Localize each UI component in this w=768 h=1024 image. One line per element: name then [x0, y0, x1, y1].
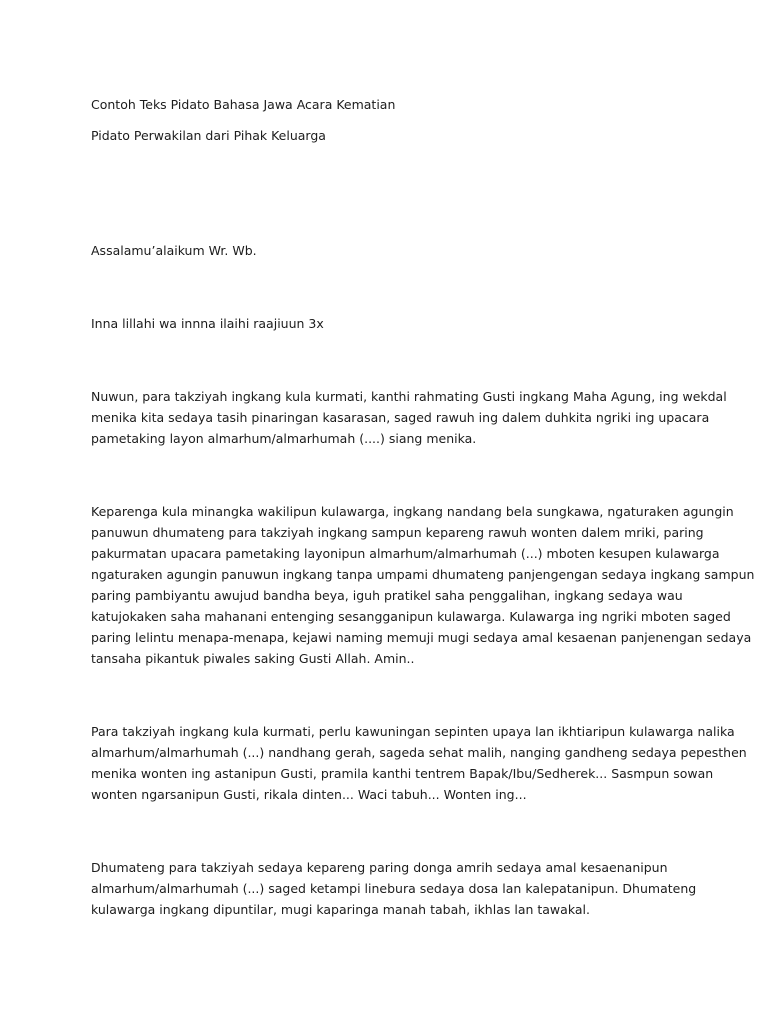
paragraph-line: tansaha pikantuk piwales saking Gusti Allah. Amin..	[91, 651, 415, 666]
paragraph-line: paring pambiyantu awujud bandha beya, iguh pratikel saha penggalihan, ingkang sedaya wau	[91, 588, 683, 603]
greeting-line: Assalamu’alaikum Wr. Wb.	[91, 243, 257, 258]
paragraph-line: ngaturaken agungin panuwun ingkang tanpa umpami dhumateng panjengengan sedaya ingkang sampun	[91, 567, 755, 582]
paragraph-line: menika wonten ing astanipun Gusti, pramila kanthi tentrem Bapak/Ibu/Sedherek... Sasmpun sowan	[91, 766, 714, 781]
paragraph-line: wonten ngarsanipun Gusti, rikala dinten... Waci tabuh... Wonten ing...	[91, 787, 527, 802]
paragraph-line: pakurmatan upacara pametaking layonipun almarhum/almarhumah (...) mboten kesupen kulawarga	[91, 546, 720, 561]
paragraph-4	[91, 857, 697, 920]
paragraph-line: kulawarga ingkang dipuntilar, mugi kaparinga manah tabah, ikhlas lan tawakal.	[91, 902, 590, 917]
document-subtitle: Pidato Perwakilan dari Pihak Keluarga	[91, 128, 326, 143]
paragraph-2	[91, 501, 755, 669]
paragraph-line: pametaking layon almarhum/almarhumah (....) siang menika.	[91, 431, 477, 446]
paragraph-line: paring lelintu menapa-menapa, kejawi naming memuji mugi sedaya amal kesaenan panjenengan sedaya	[91, 630, 752, 645]
istirja-line: Inna lillahi wa innna ilaihi raajiuun 3x	[91, 316, 324, 331]
paragraph-line: Nuwun, para takziyah ingkang kula kurmati, kanthi rahmating Gusti ingkang Maha Agung, ing wekdal	[91, 389, 727, 404]
paragraph-1	[91, 386, 727, 449]
paragraph-line: panuwun dhumateng para takziyah ingkang sampun kepareng rawuh wonten dalem mriki, paring	[91, 525, 704, 540]
paragraph-line: almarhum/almarhumah (...) saged ketampi linebura sedaya dosa lan kalepatanipun. Dhumateng	[91, 881, 697, 896]
paragraph-line: Para takziyah ingkang kula kurmati, perlu kawuningan sepinten upaya lan ikhtiaripun kulawarga nalika	[91, 724, 735, 739]
document-page	[91, 94, 755, 972]
paragraph-line: almarhum/almarhumah (...) nandhang gerah, sageda sehat malih, nanging gandheng sedaya pepesthen	[91, 745, 747, 760]
paragraph-line: katujokaken saha mahanani entenging sesangganipun kulawarga. Kulawarga ing ngriki mboten saged	[91, 609, 731, 624]
document-title: Contoh Teks Pidato Bahasa Jawa Acara Kematian	[91, 97, 396, 112]
paragraph-3	[91, 721, 747, 805]
paragraph-line: menika kita sedaya tasih pinaringan kasarasan, saged rawuh ing dalem duhkita ngriki ing upacara	[91, 410, 710, 425]
paragraph-line: Dhumateng para takziyah sedaya kepareng paring donga amrih sedaya amal kesaenanipun	[91, 860, 668, 875]
paragraph-line: Keparenga kula minangka wakilipun kulawarga, ingkang nandang bela sungkawa, ngaturaken agungin	[91, 504, 734, 519]
